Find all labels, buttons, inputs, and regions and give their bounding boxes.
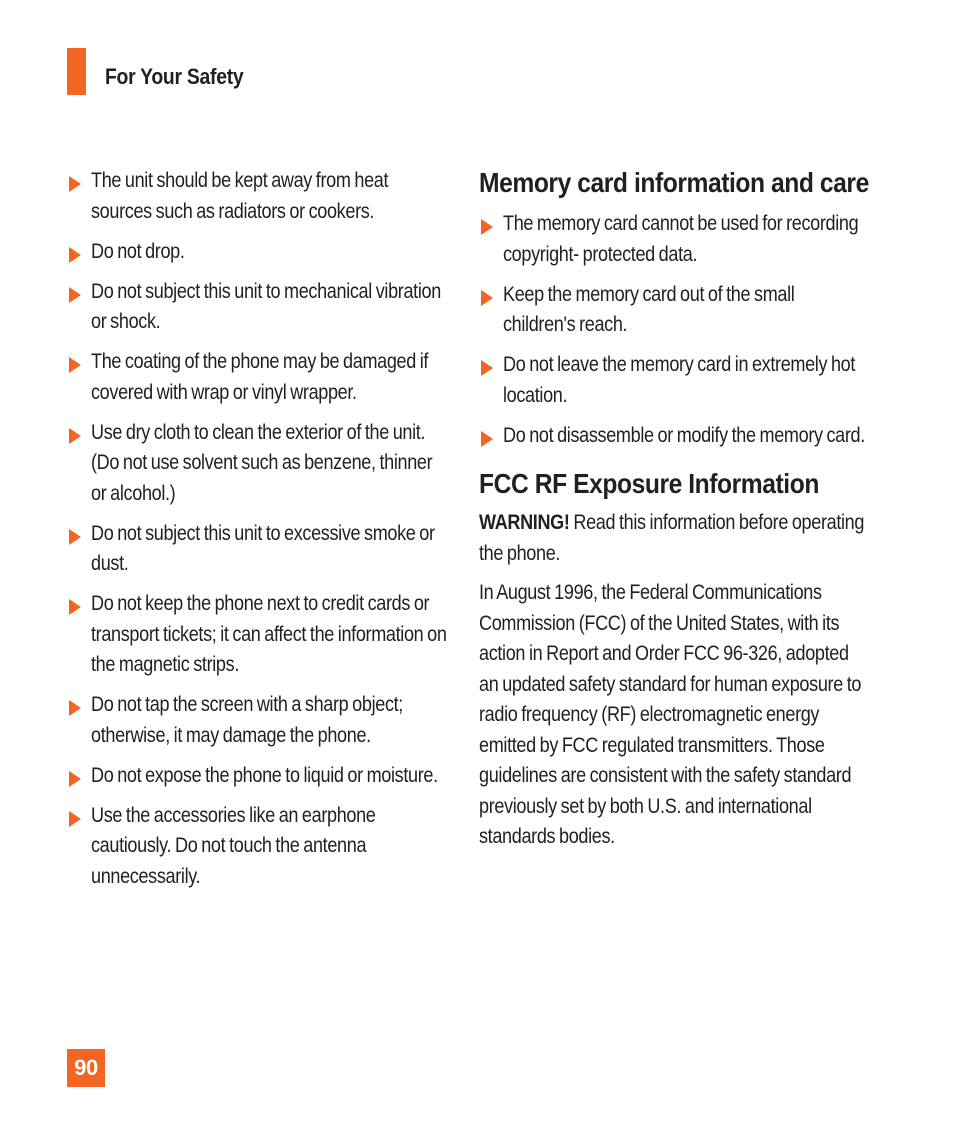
bullet-arrow-icon (69, 357, 81, 373)
left-column (67, 166, 449, 902)
warning-label: WARNING! (479, 511, 570, 534)
bullet-arrow-icon (69, 247, 81, 263)
fcc-body-paragraph: In August 1996, the Federal Communications Commission (FCC) of the United States, with its action in Report and Order FCC 96-326, adopted an updated safety standard for human exposure to radio frequency (RF) electromagnetic energy emitted by FCC regulated transmitters. Those guidelines are consistent with the safety standard previously set by both U.S. and international standards bodies. (479, 581, 862, 848)
fcc-section-title: FCC RF Exposure Information (479, 468, 819, 499)
list-item: Do not disassemble or modify the memory card. (479, 421, 869, 452)
bullet-arrow-icon (69, 428, 81, 444)
right-column (479, 166, 869, 862)
memory-card-section-title: Memory card information and care (479, 167, 869, 198)
bullet-arrow-icon (481, 360, 493, 376)
safety-bullet-list (67, 166, 449, 892)
bullet-arrow-icon (69, 599, 81, 615)
list-item: Do not subject this unit to excessive smoke or dust. (67, 519, 449, 580)
bullet-arrow-icon (69, 529, 81, 545)
header-accent-bar (67, 48, 86, 95)
list-item: Keep the memory card out of the small children's reach. (479, 280, 869, 341)
bullet-arrow-icon (481, 219, 493, 235)
page-number-badge: 90 (67, 1049, 105, 1087)
bullet-arrow-icon (69, 700, 81, 716)
list-item: Do not keep the phone next to credit cards or transport tickets; it can affect the information on the magnetic strips. (67, 589, 449, 681)
fcc-warning-paragraph (479, 508, 868, 569)
list-item: Do not leave the memory card in extremely hot location. (479, 350, 869, 411)
memory-card-bullet-list (479, 209, 869, 451)
bullet-arrow-icon (69, 811, 81, 827)
bullet-arrow-icon (481, 290, 493, 306)
bullet-arrow-icon (69, 771, 81, 787)
warning-text: Read this information before operating the phone. (479, 511, 865, 565)
list-item: Do not tap the screen with a sharp object; otherwise, it may damage the phone. (67, 690, 449, 751)
list-item: Use the accessories like an earphone cautiously. Do not touch the antenna unnecessarily. (67, 801, 449, 893)
bullet-arrow-icon (481, 431, 493, 447)
list-item: The unit should be kept away from heat sources such as radiators or cookers. (67, 166, 449, 227)
list-item: Do not subject this unit to mechanical vibration or shock. (67, 277, 449, 338)
list-item: Do not expose the phone to liquid or moisture. (67, 761, 449, 792)
bullet-arrow-icon (69, 176, 81, 192)
list-item: Use dry cloth to clean the exterior of the unit. (Do not use solvent such as benzene, thinner or alcohol.) (67, 418, 449, 510)
list-item: Do not drop. (67, 237, 449, 268)
page-header-title: For Your Safety (105, 64, 244, 89)
list-item: The coating of the phone may be damaged if covered with wrap or vinyl wrapper. (67, 347, 449, 408)
list-item: The memory card cannot be used for recording copyright- protected data. (479, 209, 869, 270)
bullet-arrow-icon (69, 287, 81, 303)
